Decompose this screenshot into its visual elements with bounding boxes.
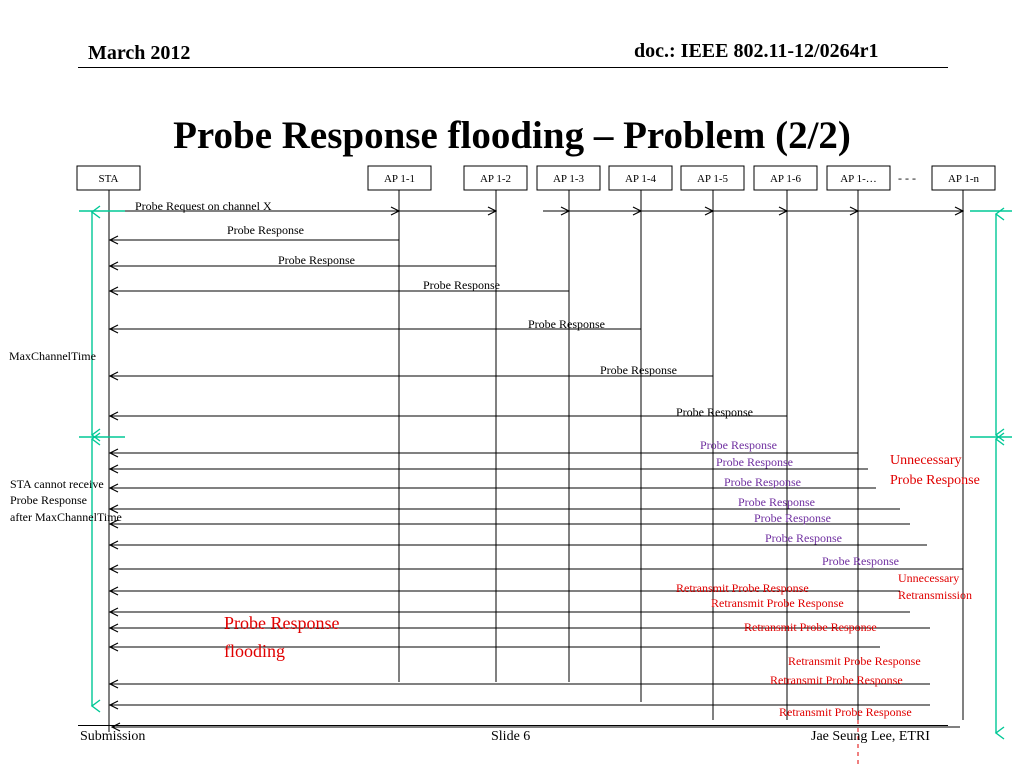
entity-ap-1-4	[609, 166, 672, 190]
response-label: Probe Response	[700, 438, 777, 452]
svg-text:AP 1-1: AP 1-1	[383, 173, 416, 185]
right-bracket-upper	[970, 211, 1012, 437]
response-label: Probe Response	[724, 475, 801, 489]
flooding-note: Probe Response flooding	[224, 613, 340, 661]
footer-rule	[78, 725, 948, 726]
response-label: Probe Response	[600, 363, 677, 377]
response-label: Probe Response	[278, 253, 355, 267]
response-label: Retransmit Probe Response	[779, 705, 912, 719]
response-label: Probe Response	[765, 531, 842, 545]
entity-ap-1-n	[932, 166, 995, 190]
header-doc-id: doc.: IEEE 802.11-12/0264r1	[634, 40, 879, 62]
response-label: Retransmit Probe Response	[788, 654, 921, 668]
footer-submission: Submission	[80, 729, 146, 744]
unnecessary-retransmission-note: Unnecessary Retransmission	[898, 571, 972, 602]
svg-text:AP 1-4: AP 1-4	[624, 173, 657, 185]
response-label: Retransmit Probe Response	[744, 620, 877, 634]
svg-text:AP 1-2: AP 1-2	[479, 173, 512, 185]
entity-ap-1-more	[827, 166, 890, 190]
response-label: Probe Response	[676, 405, 753, 419]
entity-ap-1-5	[681, 166, 744, 190]
response-label: Retransmit Probe Response	[711, 596, 844, 610]
svg-text:AP 1-n: AP 1-n	[947, 173, 980, 185]
response-label: Probe Response	[738, 495, 815, 509]
response-label: Probe Response	[227, 223, 304, 237]
slide-title: Probe Response flooding – Problem (2/2)	[173, 114, 851, 157]
response-label: Retransmit Probe Response	[770, 673, 903, 687]
response-label: Probe Response	[716, 455, 793, 469]
max-channel-time-label: MaxChannelTime	[9, 349, 96, 363]
entity-ap-1-1	[368, 166, 431, 190]
header-date: March 2012	[88, 42, 191, 64]
sta-cannot-receive-label: STA cannot receive Probe Response after MaxChannelTime	[10, 477, 122, 524]
unnecessary-response-note: Unnecessary Probe Response	[890, 453, 980, 488]
svg-text:AP 1-6: AP 1-6	[769, 173, 802, 185]
entity-ellipsis: - - -	[898, 171, 916, 185]
entity-ap-1-6	[754, 166, 817, 190]
svg-text:AP 1-…: AP 1-…	[840, 173, 877, 185]
entity-ap-1-2	[464, 166, 527, 190]
response-label: Probe Response	[528, 317, 605, 331]
probe-request-label: Probe Request on channel X	[135, 199, 272, 213]
response-label: Retransmit Probe Response	[676, 581, 809, 595]
svg-text:AP 1-3: AP 1-3	[552, 173, 585, 185]
response-label: Probe Response	[754, 511, 831, 525]
response-label: Probe Response	[822, 554, 899, 568]
footer-author: Jae Seung Lee, ETRI	[811, 729, 930, 744]
response-label: Probe Response	[423, 278, 500, 292]
entity-sta	[77, 166, 140, 190]
footer-slide-number: Slide 6	[491, 729, 531, 744]
svg-text:STA: STA	[98, 173, 119, 185]
svg-text:AP 1-5: AP 1-5	[696, 173, 729, 185]
entity-ap-1-3	[537, 166, 600, 190]
max-channel-time-bracket	[79, 211, 125, 437]
